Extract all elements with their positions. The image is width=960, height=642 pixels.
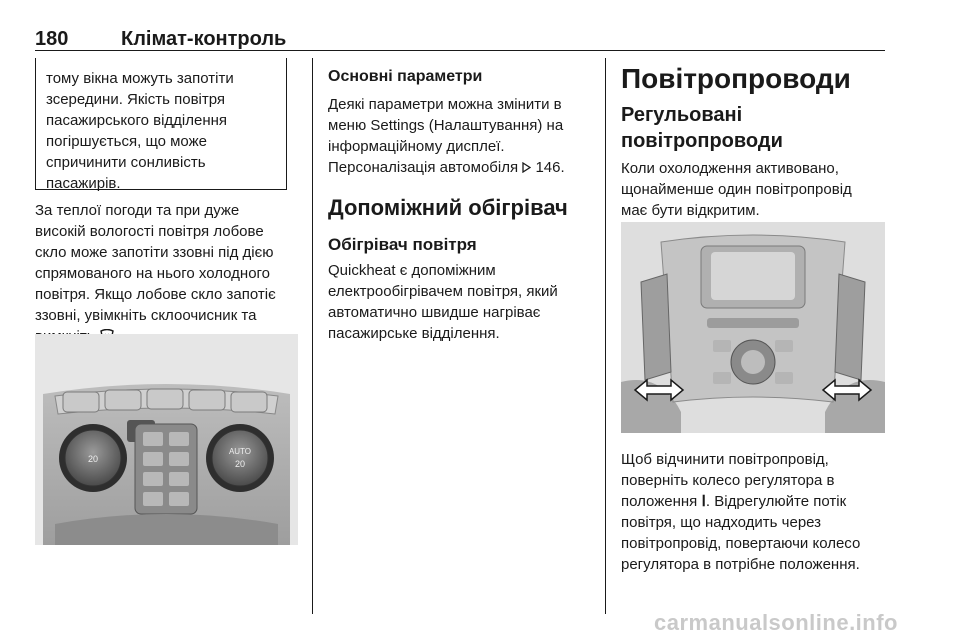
note-line: погіршується, що може xyxy=(46,133,207,150)
climate-panel-figure xyxy=(35,334,298,545)
note-line: зсередини. Якість повітря xyxy=(46,91,226,108)
paragraph-line: електрообігрівачем повітря, який xyxy=(328,283,558,300)
paragraph-text: положення xyxy=(621,493,698,510)
climate-panel-illustration xyxy=(35,334,298,545)
air-vents-figure xyxy=(621,222,885,433)
paragraph-line: За теплої погоди та при дуже xyxy=(35,202,240,219)
col2-content xyxy=(328,66,598,344)
subsection-heading-line: Регульовані xyxy=(621,104,743,126)
paragraph-line: ззовні, увімкніть склоочисник та xyxy=(35,307,257,324)
watermark: carmanualsonline.info xyxy=(654,610,898,635)
air-vents-illustration xyxy=(621,222,885,433)
paragraph-text: Персоналізація автомобіля xyxy=(328,159,519,176)
paragraph-line: щонайменше один повітропровід xyxy=(621,181,852,198)
note-line: спричинити сонливість xyxy=(46,154,206,171)
right-knob-value: 20 xyxy=(234,459,246,469)
paragraph-line: Деякі параметри можна змінити в xyxy=(328,96,562,113)
paragraph-line: Щоб відчинити повітропровід, xyxy=(621,451,829,468)
left-knob-label: 20 xyxy=(87,454,99,464)
section-heading-air-vents: Повітропроводи xyxy=(621,63,851,94)
paragraph-line: високій вологості повітря лобове xyxy=(35,223,264,240)
column-divider-2 xyxy=(605,58,606,614)
paragraph-line: повітря. Якщо лобове скло запотіє xyxy=(35,286,276,303)
page-reference: 146. xyxy=(535,159,565,176)
paragraph-line: поверніть колесо регулятора в xyxy=(621,472,835,489)
page-reference-icon xyxy=(522,159,531,176)
paragraph-line: інформаційному дисплеї. xyxy=(328,138,505,155)
note-line: тому вікна можуть запотіти xyxy=(46,70,234,87)
paragraph-line: меню Settings (Налаштування) на xyxy=(328,117,564,134)
paragraph-line-with-position xyxy=(621,491,891,512)
page-header xyxy=(35,22,885,51)
paragraph-line: пасажирське відділення. xyxy=(328,325,500,342)
paragraph-line-with-ref xyxy=(328,157,598,178)
paragraph-line: спрямованого на нього холодного xyxy=(35,265,271,282)
subsection-heading-air-heater: Обігрівач повітря xyxy=(328,235,477,254)
paragraph-line: повітря, що надходить через xyxy=(621,514,822,531)
col1-paragraph xyxy=(35,200,305,347)
note-box xyxy=(35,58,287,190)
paragraph-line: автоматично швидше нагріває xyxy=(328,304,541,321)
paragraph-line: Коли охолодження активовано, xyxy=(621,160,839,177)
page-title: Клімат-контроль xyxy=(121,28,287,50)
column-divider-1 xyxy=(312,58,313,614)
paragraph-line: регулятора в потрібне положення. xyxy=(621,556,860,573)
paragraph-line: має бути відкритим. xyxy=(621,202,760,219)
col3-paragraph-2 xyxy=(621,449,891,575)
note-line: пасажирського відділення xyxy=(46,112,228,129)
section-heading-basic-settings: Основні параметри xyxy=(328,68,483,85)
right-knob-mode: AUTO xyxy=(228,447,252,456)
paragraph-text: . Відрегулюйте потік xyxy=(705,493,847,510)
position-symbol: Ⅰ xyxy=(701,493,706,510)
paragraph-line: повітропровід, повертаючи колесо xyxy=(621,535,861,552)
paragraph-line: скло може запотіти ззовні під дією xyxy=(35,244,274,261)
col3-content xyxy=(621,62,891,221)
paragraph-line: Quickheat є допоміжним xyxy=(328,262,496,279)
page-number: 180 xyxy=(35,28,69,50)
subsection-heading-line: повітропроводи xyxy=(621,130,783,152)
section-heading-auxiliary-heater: Допоміжний обігрівач xyxy=(328,195,568,220)
note-line: пасажирів. xyxy=(46,175,121,192)
